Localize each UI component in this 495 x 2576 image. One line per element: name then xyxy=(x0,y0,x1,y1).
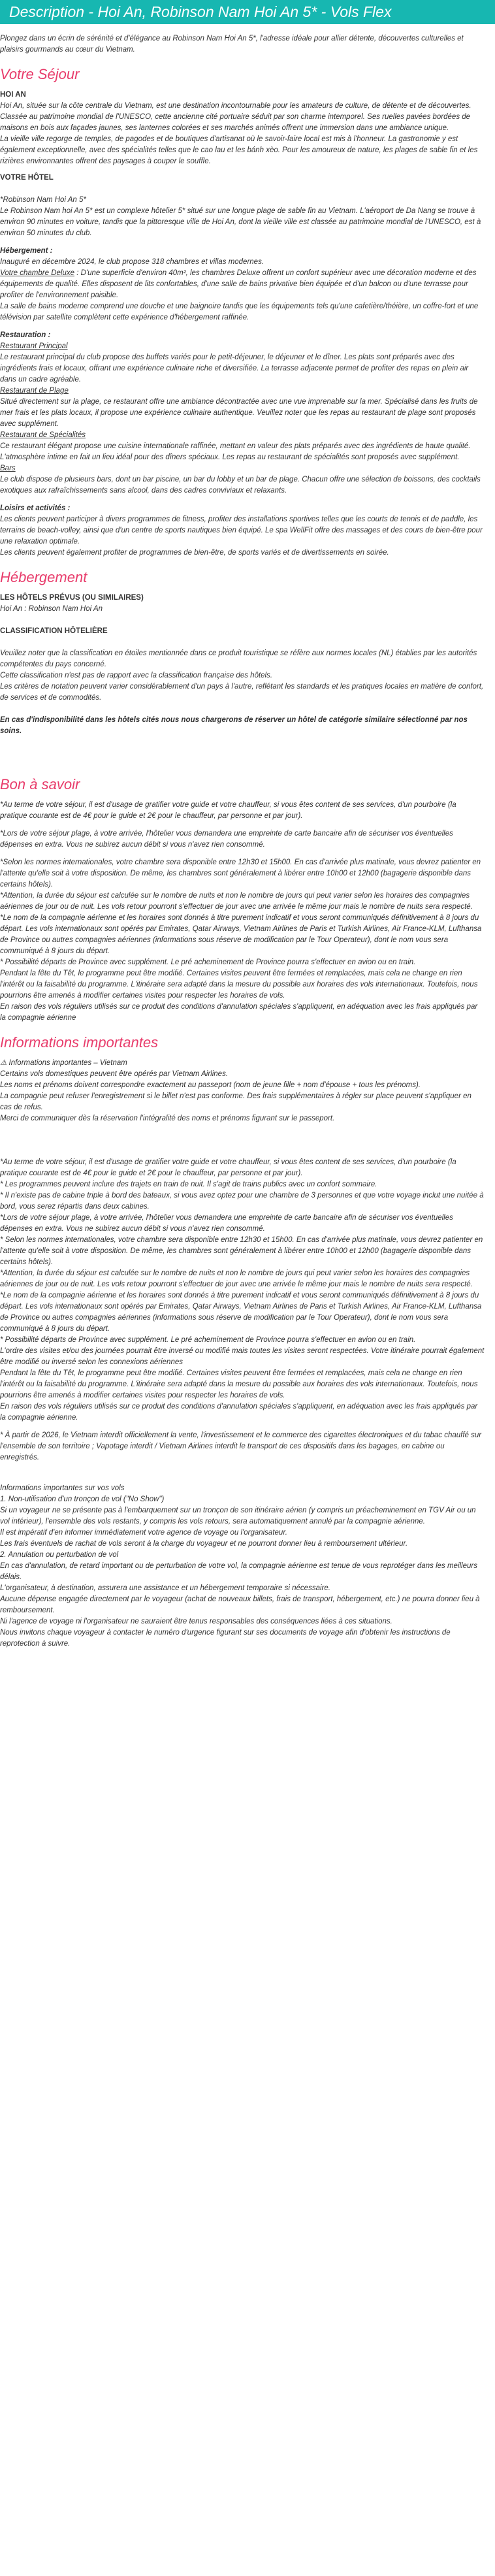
reminder-8: * Possibilité départs de Province avec supplément. Le pré acheminement de Province pourra s'effectuer en avion ou en train. xyxy=(0,1336,416,1344)
heb-paragraph-3: La salle de bains moderne comprend une douche et une baignoire tandis que les équipements tels qu'une cafetière/théière, un coffre-fort et une télévision par satellite complètent cette expérience d'hébergement raffinée. xyxy=(0,302,479,321)
hebergement-block xyxy=(0,246,485,323)
infos-line-2: Les noms et prénoms doivent correspondre exactement au passeport (nom de jeune fille + nom d'épouse + tous les prénoms). xyxy=(0,1081,421,1089)
hotels-heading: LES HÔTELS PRÉVUS (OU SIMILAIRES) xyxy=(0,594,144,602)
hotel-name: *Robinson Nam Hoi An 5* xyxy=(0,196,86,204)
section-heading-hebergement: Hébergement xyxy=(0,569,88,585)
bas-8: En raison des vols réguliers utilisés sur ce produit des conditions d'annulation spéciales s'appliquent, en adéquation avec les frais appliqués par la compagnie aérienne xyxy=(0,1003,478,1022)
bas-4: *Attention, la durée du séjour est calculée sur le nombre de nuits et non le nombre de jours qui peut varier selon les horaires des compagnies aériennes de jour ou de nuit. Les vols retour pourront s'effectuer de jour avec une arrivée le même jour mais le nombre de nuits sera respecté. xyxy=(0,892,473,911)
flight-info-7: L'organisateur, à destination, assurera une assistance et un hébergement temporaire si nécessaire. xyxy=(0,1584,330,1592)
rest-heading: Restauration : xyxy=(0,331,51,339)
flight-info-heading: Informations importantes sur vos vols xyxy=(0,1484,125,1492)
reminder-9: L'ordre des visites et/ou des journées pourrait être inversé ou modifié mais toutes les visites seront respectées. Votre itinéraire pourrait également être modifié ou inversé selon les connexions aériennes xyxy=(0,1347,485,1366)
infos-vietnam-block xyxy=(0,1058,485,1124)
loisirs-paragraph-1: Les clients peuvent participer à divers programmes de fitness, profiter des installations sportives telles que les courts de tennis et de paddle, les terrains de beach-volley, ainsi que d'un centre de sports nautiques bien équipé. Le spa WellFit offre des massages et des cours de bien-être pour une relaxation optimale. xyxy=(0,515,483,546)
flight-info-10: Nous invitons chaque voyageur à contacter le numéro d'urgence figurant sur ses documents de voyage afin d'obtenir les instructions de reprotection à suivre. xyxy=(0,1629,451,1648)
reminder-7: *Le nom de la compagnie aérienne et les horaires sont donnés à titre purement indicatif et vous seront communiqués définitivement à 8 jours du départ. Les vols internationaux sont opérés par Emirates, Qatar Airways, Vietnam Airlines de Paris et Turkish Airlines, Air France-KLM, Lufthansa de Province ou autres compagnies aériennes (informations sous réserve de modification par le Tour Operateur), dont le nom vous sera communiqué à 8 jours du départ. xyxy=(0,1292,482,1333)
bas-6: * Possibilité départs de Province avec supplément. Le pré acheminement de Province pourra s'effectuer en avion ou en train. xyxy=(0,958,416,966)
bas-5: *Le nom de la compagnie aérienne et les horaires sont donnés à titre purement indicatif et vous seront communiqués définitivement à 8 jours du départ. Les vols internationaux sont opérés par Emirates, Qatar Airways, Vietnam Airlines de Paris et Turkish Airlines, Air France-KLM, Lufthansa de Province ou autres compagnies aériennes (informations sous réserve de modification par le Tour Operateur), dont le nom vous sera communiqué à 8 jours du départ. xyxy=(0,914,482,955)
bas-3: *Selon les normes internationales, votre chambre sera disponible entre 12h30 et 15h00. En cas d'arrivée plus matinale, vous devrez patienter en l'attente qu'elle soit à votre disposition. De même, les chambres sont généralement à libérer entre 10h00 et 12h00 (bagagerie disponible dans certains hôtels). xyxy=(0,858,481,889)
reminder-2: * Les programmes peuvent inclure des trajets en train de nuit. Il s'agit de trains publics avec un confort sommaire. xyxy=(0,1181,377,1188)
classification-paragraph-2: Cette classification n'est pas de rapport avec la classification française des hôtels. xyxy=(0,672,273,679)
reminder-12: * À partir de 2026, le Vietnam interdit officiellement la vente, l'investissement et le commerce des cigarettes électroniques et du tabac chauffé sur l'ensemble de son territoire ; Vapotage interdit / Vietnam Airlines interdit le transport de ces dispositifs dans les bagages, en cabine ou enregistrés. xyxy=(0,1431,482,1461)
hoian-heading: HOI AN xyxy=(0,91,26,99)
bas-1: *Au terme de votre séjour, il est d'usage de gratifier votre guide et votre chauffeur, si vous êtes content de ses services, d'un pourboire (la pratique courante est de 4€ pour le guide et 2€ pour le chauffeur, par personne et par jour). xyxy=(0,801,456,820)
rest-plage-text: Situé directement sur la plage, ce restaurant offre une ambiance décontractée avec une vue imprenable sur la mer. Spécialisé dans les fruits de mer frais et les plats locaux, il propose une expérience culinaire authentique. Veuillez noter que les repas au restaurant de plage sont proposés avec supplément. xyxy=(0,398,478,428)
classification-heading: CLASSIFICATION HÔTELIÈRE xyxy=(0,627,108,635)
infos-warn-line: Informations importantes – Vietnam xyxy=(7,1059,127,1067)
reminder-1: *Au terme de votre séjour, il est d'usage de gratifier votre guide et votre chauffeur, si vous êtes content de ses services, d'un pourboire (la pratique courante est de 4€ pour le guide et 2€ pour le chauffeur, par personne et par jour). xyxy=(0,1158,456,1177)
reminder-3: * Il n'existe pas de cabine triple à bord des bateaux, si vous avez optez pour une chambre de 3 personnes et que votre voyage inclut une nuitée à bord, vous serez répartis dans deux cabines. xyxy=(0,1192,484,1211)
reminder-5: * Selon les normes internationales, votre chambre sera disponible entre 12h30 et 15h00. En cas d'arrivée plus matinale, vous devrez patienter en l'attente qu'elle soit à votre disposition. De même, les chambres sont généralement à libérer entre 10h00 et 12h00 (bagagerie disponible dans certains hôtels). xyxy=(0,1236,483,1266)
rest-spec-text: Ce restaurant élégant propose une cuisine internationale raffinée, mettant en valeur des plats préparés avec des ingrédients de haute qualité. L'atmosphère intime en fait un lieu idéal pour des dîners spéciaux. Les repas au restaurant de spécialités sont proposés avec supplément. xyxy=(0,442,471,461)
rest-principal-title: Restaurant Principal xyxy=(0,342,68,350)
flight-info-1: 1. Non-utilisation d'un tronçon de vol ("No Show") xyxy=(0,1495,165,1503)
hoian-block xyxy=(0,90,485,167)
classification-note: En cas d'indisponibilité dans les hôtels cités nous nous chargerons de réserver un hôtel de catégorie similaire sélectionné par nos soins. xyxy=(0,716,468,735)
reminder-4: *Lors de votre séjour plage, à votre arrivée, l'hôtelier vous demandera une empreinte de carte bancaire afin de sécuriser vos éventuelles dépenses en extra. Vous ne subirez aucun débit si vous n'avez rien consommé. xyxy=(0,1214,453,1233)
intro-text: Plongez dans un écrin de sérénité et d'élégance au Robinson Nam Hoi An 5*, l'adresse idéale pour allier détente, découvertes culturelles et plaisirs gourmands au cœur du Vietnam. xyxy=(0,35,464,54)
warning-icon: ⚠ xyxy=(0,1059,7,1067)
bas-2: *Lors de votre séjour plage, à votre arrivée, l'hôtelier vous demandera une empreinte de carte bancaire afin de sécuriser vos éventuelles dépenses en extra. Vous ne subirez aucun débit si vous n'avez rien consommé. xyxy=(0,830,453,849)
section-heading-bon-a-savoir: Bon à savoir xyxy=(0,776,80,792)
flight-info-3: Il est impératif d'en informer immédiatement votre agence de voyage ou l'organisateur. xyxy=(0,1529,287,1537)
section-heading-sejour: Votre Séjour xyxy=(0,66,80,82)
hotels-block xyxy=(0,593,485,737)
description-content xyxy=(0,24,485,1650)
infos-line-4: Merci de communiquer dès la réservation l'intégralité des noms et prénoms figurant sur le passeport. xyxy=(0,1115,335,1122)
hoian-paragraph-1: Hoi An, située sur la côte centrale du Vietnam, est une destination incontournable pour les amateurs de culture, de détente et de découvertes. Classée au patrimoine mondial de l'UNESCO, cette ancienne cité portuaire séduit par son charme intemporel. Ses ruelles pavées bordées de maisons en bois aux façades jaunes, ses lanternes colorées et ses marchés animés offrent une immersion dans une ambiance unique. xyxy=(0,102,471,132)
restauration-block xyxy=(0,330,485,497)
bas-7: Pendant la fête du Têt, le programme peut être modifié. Certaines visites peuvent être fermées et remplacées, mais cela ne change en rien l'intérêt ou la faisabilité du programme. L'itinéraire sera adapté dans la mesure du possible aux horaires des vols internationaux. Toutefois, nous pourrions être amenés à modifier certaines visites pour respecter les horaires de vols. xyxy=(0,970,478,1000)
flight-info-8: Aucune dépense engagée directement par le voyageur (achat de nouveaux billets, frais de transport, hébergement, etc.) ne pourra donner lieu à remboursement. xyxy=(0,1595,480,1614)
flight-info-6: En cas d'annulation, de retard important ou de perturbation de votre vol, la compagnie aérienne est tenue de vous reprotéger dans les meilleurs délais. xyxy=(0,1562,477,1581)
flight-info-9: Ni l'agence de voyage ni l'organisateur ne sauraient être tenus responsables des conséquences liées à ces situations. xyxy=(0,1618,392,1625)
reminder-10: Pendant la fête du Têt, le programme peut être modifié. Certaines visites peuvent être fermées et remplacées, mais cela ne change en rien l'intérêt ou la faisabilité du programme. L'itinéraire sera adapté dans la mesure du possible aux horaires des vols internationaux. Toutefois, nous pourrions être amenés à modifier certaines visites pour respecter les horaires de vols. xyxy=(0,1369,478,1399)
flight-info-4: Les frais éventuels de rachat de vols seront à la charge du voyageur et ne pourront donner lieu à remboursement ultérieur. xyxy=(0,1540,408,1548)
infos-reminders-block xyxy=(0,1157,485,1424)
hotel-heading: VOTRE HÔTEL xyxy=(0,174,54,182)
loisirs-block xyxy=(0,503,485,559)
bars-title: Bars xyxy=(0,465,16,472)
rest-spec-title: Restaurant de Spécialités xyxy=(0,431,86,439)
loisirs-heading: Loisirs et activités : xyxy=(0,504,71,512)
deluxe-room-title: Votre chambre Deluxe xyxy=(0,269,74,277)
reminder-6: *Attention, la durée du séjour est calculée sur le nombre de nuits et non le nombre de jours qui peut varier selon les horaires des compagnies aériennes de jour ou de nuit. Les vols retour pourront s'effectuer de jour avec une arrivée le même jour mais le nombre de nuits sera respecté. xyxy=(0,1269,473,1288)
reminder-11: En raison des vols réguliers utilisés sur ce produit des conditions d'annulation spéciales s'appliquent, en adéquation avec les frais appliqués par la compagnie aérienne. xyxy=(0,1403,478,1422)
page-title: Description - Hoi An, Robinson Nam Hoi An 5* - Vols Flex xyxy=(0,0,495,24)
classification-paragraph-3: Les critères de notation peuvent varier considérablement d'un pays à l'autre, reflétant les standards et les pratiques locales en matière de confort, de services et de commodités. xyxy=(0,683,484,702)
hotel-paragraph: Le Robinson Nam hoi An 5* est un complexe hôtelier 5* situé sur une longue plage de sable fin au Vietnam. L'aéroport de Da Nang se trouve à environ 90 minutes en voiture, tandis que la pittoresque ville de Hoi An, dont la vieille ville est classée au patrimoine mondial de l'UNESCO, est à environ 50 minutes du club. xyxy=(0,207,481,237)
infos-line-3: La compagnie peut refuser l'enregistrement si le billet n'est pas conforme. Des frais supplémentaires à régler sur place peuvent s'appliquer en cas de refus. xyxy=(0,1092,471,1111)
flight-info-2: Si un voyageur ne se présente pas à l'embarquement sur un tronçon de son itinéraire aérien (y compris un préacheminement en TGV Air ou un vol intérieur), l'ensemble des vols restants, y compris les vols retours, sera automatiquement annulé par la compagnie aérienne. xyxy=(0,1507,476,1525)
flight-info-block xyxy=(0,1483,485,1650)
heb-paragraph-1: Inauguré en décembre 2024, le club propose 318 chambres et villas modernes. xyxy=(0,258,264,266)
loisirs-paragraph-2: Les clients peuvent également profiter de programmes de bien-être, de sports variés et de divertissements en soirée. xyxy=(0,549,389,557)
infos-line-1: Certains vols domestiques peuvent être opérés par Vietnam Airlines. xyxy=(0,1070,229,1078)
hotel-block xyxy=(0,172,485,239)
hotels-line: Hoi An : Robinson Nam Hoi An xyxy=(0,605,103,613)
flight-info-5: 2. Annulation ou perturbation de vol xyxy=(0,1551,119,1559)
rest-plage-title: Restaurant de Plage xyxy=(0,387,69,395)
bars-text: Le club dispose de plusieurs bars, dont un bar piscine, un bar du lobby et un bar de plage. Chacun offre une sélection de boissons, des cocktails exotiques aux rafraîchissements sans alcool, dans des cadres conviviaux et relaxants. xyxy=(0,476,481,495)
classification-paragraph-1: Veuillez noter que la classification en étoiles mentionnée dans ce produit touristique se réfère aux normes locales (NL) établies par les autorités compétentes du pays concerné. xyxy=(0,649,477,668)
rest-principal-text: Le restaurant principal du club propose des buffets variés pour le petit-déjeuner, le déjeuner et le dîner. Les plats sont préparés avec des ingrédients frais et locaux, offrant une expérience culinaire riche et diversifiée. La terrasse adjacente permet de profiter des repas en plein air dans un cadre agréable. xyxy=(0,353,469,383)
hoian-paragraph-2: La vieille ville regorge de temples, de pagodes et de boutiques d'artisanat où le savoir-faire local est mis à l'honneur. La gastronomie y est également exceptionnelle, avec des spécialités telles que le cao lau et les bánh xèo. Pour les amoureux de nature, les plages de sable fin et les rizières environnantes offrent des paysages à couper le souffle. xyxy=(0,135,478,165)
heb-paragraph-2: : D'une superficie d'environ 40m², les chambres Deluxe offrent un confort supérieur avec une décoration moderne et des équipements de qualité. Elles disposent de lits confortables, d'une salle de bains privative bien équipée et d'un balcon ou d'une terrasse pour profiter de l'environnement paisible. xyxy=(0,269,477,299)
heb-heading: Hébergement : xyxy=(0,247,53,255)
section-heading-infos: Informations importantes xyxy=(0,1034,159,1051)
